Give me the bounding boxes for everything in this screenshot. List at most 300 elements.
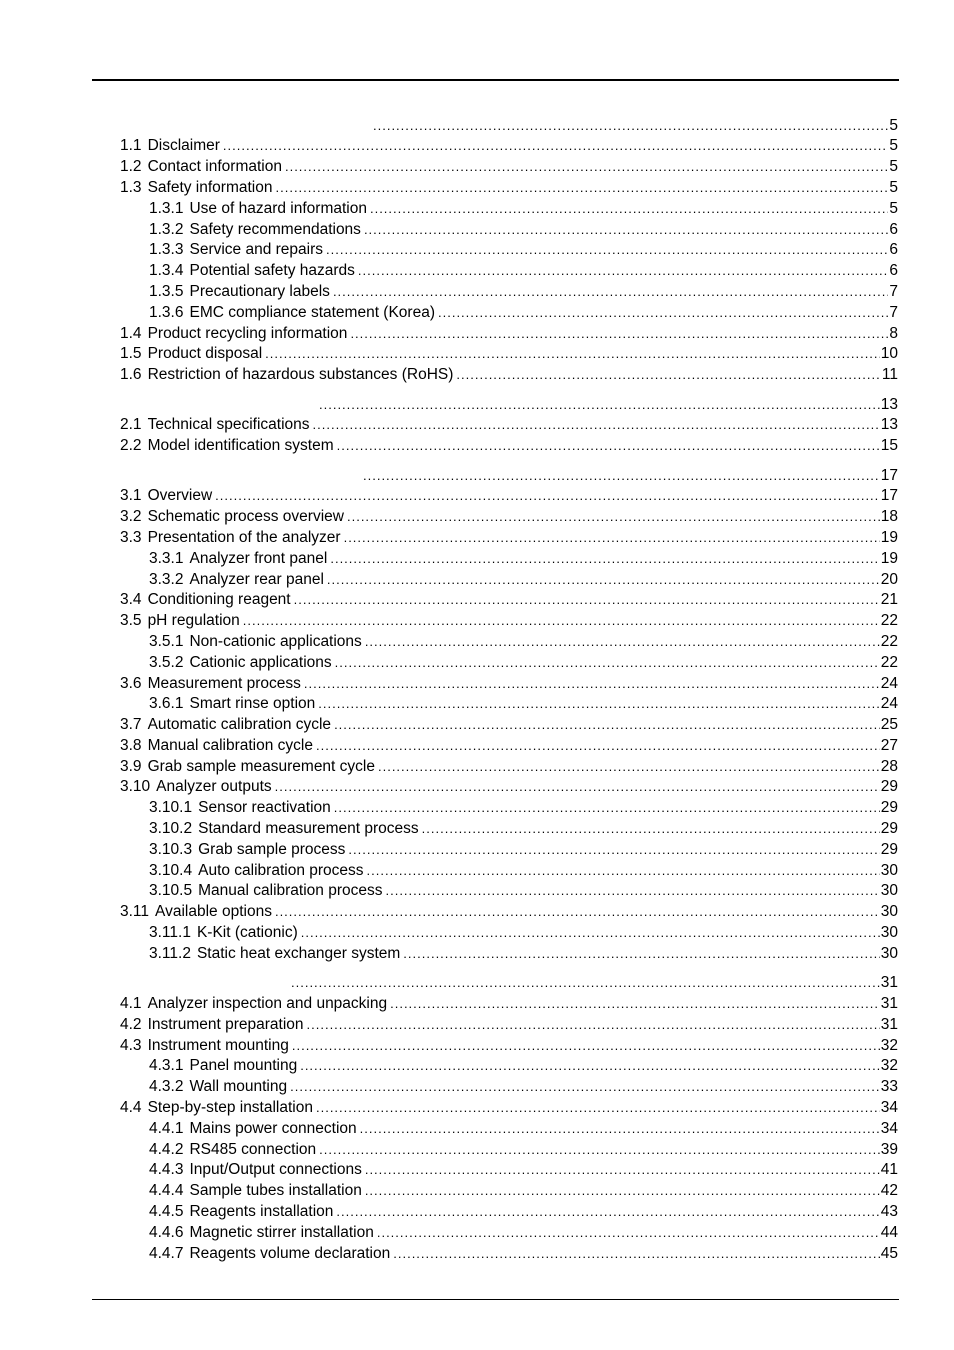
toc-entry[interactable] bbox=[0, 694, 954, 715]
toc-entry-title: Service and repairs bbox=[189, 241, 324, 259]
toc-entry-page: 7 bbox=[889, 282, 898, 300]
toc-entry-title: Panel mounting bbox=[189, 1057, 298, 1075]
toc-dot-leader bbox=[344, 528, 880, 549]
toc-entry-number: 1.3.3 bbox=[149, 241, 184, 259]
toc-dot-leader bbox=[316, 736, 880, 757]
toc-entry-number: 1.3.1 bbox=[149, 199, 184, 217]
toc-dot-leader bbox=[285, 157, 888, 178]
toc-entry-line bbox=[149, 1223, 898, 1244]
toc-dot-leader bbox=[275, 777, 880, 798]
toc-dot-leader bbox=[358, 261, 888, 282]
toc-dot-leader bbox=[291, 973, 880, 994]
toc-entry-title: Sensor reactivation bbox=[198, 799, 331, 817]
toc-dot-leader bbox=[292, 1036, 880, 1057]
toc-entry-number: 3.5 bbox=[120, 612, 142, 630]
toc-dot-leader bbox=[336, 1202, 879, 1223]
header-rule bbox=[92, 79, 899, 81]
toc-entry-title: Restriction of hazardous substances (RoHS) bbox=[147, 366, 454, 384]
toc-entry-number: 3.1 bbox=[120, 487, 142, 505]
toc-entry-line bbox=[149, 240, 898, 261]
toc-chapter-entry[interactable] bbox=[0, 457, 954, 486]
toc-entry-line bbox=[149, 220, 898, 241]
toc-entry-title: pH regulation bbox=[147, 612, 240, 630]
toc-entry[interactable] bbox=[0, 1181, 954, 1202]
toc-entry-line bbox=[149, 944, 898, 965]
toc-dot-leader bbox=[319, 1140, 880, 1161]
toc-entry-page: 13 bbox=[880, 416, 898, 434]
toc-entry-line bbox=[120, 415, 898, 436]
toc-entry-title: Wall mounting bbox=[189, 1078, 288, 1096]
toc-entry[interactable] bbox=[0, 1140, 954, 1161]
toc-entry-page: 31 bbox=[880, 974, 898, 992]
toc-entry-page: 43 bbox=[880, 1203, 898, 1221]
toc-entry-page: 30 bbox=[880, 882, 898, 900]
toc-entry-title: Smart rinse option bbox=[189, 695, 316, 713]
toc-dot-leader bbox=[316, 1098, 880, 1119]
toc-entry-line bbox=[149, 840, 898, 861]
toc-entry-number: 4.4.3 bbox=[149, 1161, 184, 1179]
toc-entry-line bbox=[149, 1119, 898, 1140]
toc-entry-number: 3.10.4 bbox=[149, 861, 193, 879]
toc-entry-page: 24 bbox=[880, 695, 898, 713]
toc-entry-number: 4.4.2 bbox=[149, 1140, 184, 1158]
table-of-contents bbox=[0, 107, 954, 1264]
toc-entry-number: 1.3.5 bbox=[149, 282, 184, 300]
toc-dot-leader bbox=[348, 840, 879, 861]
toc-entry[interactable] bbox=[0, 611, 954, 632]
toc-entry[interactable] bbox=[0, 674, 954, 695]
toc-entry-page: 30 bbox=[880, 861, 898, 879]
toc-entry-title: Analyzer inspection and unpacking bbox=[147, 995, 388, 1013]
toc-dot-leader bbox=[385, 881, 879, 902]
toc-entry-number: 4.4.7 bbox=[149, 1244, 184, 1262]
toc-entry-page: 7 bbox=[889, 303, 898, 321]
toc-entry[interactable] bbox=[0, 220, 954, 241]
toc-entry-line bbox=[149, 549, 898, 570]
toc-entry-number: 4.4.1 bbox=[149, 1119, 184, 1137]
toc-entry-page: 25 bbox=[880, 716, 898, 734]
toc-entry-page: 28 bbox=[880, 757, 898, 775]
toc-entry-line bbox=[120, 674, 898, 695]
toc-entry-title: Grab sample measurement cycle bbox=[147, 757, 375, 775]
toc-entry[interactable] bbox=[0, 549, 954, 570]
toc-entry-title: Overview bbox=[147, 487, 213, 505]
toc-entry[interactable] bbox=[0, 282, 954, 303]
toc-entry-page: 11 bbox=[881, 366, 898, 384]
toc-entry[interactable] bbox=[0, 507, 954, 528]
toc-entry-page: 39 bbox=[880, 1140, 898, 1158]
toc-entry-page: 21 bbox=[880, 591, 898, 609]
toc-entry-title: Contact information bbox=[147, 158, 282, 176]
toc-entry[interactable] bbox=[0, 344, 954, 365]
toc-entry-line bbox=[120, 611, 898, 632]
toc-dot-leader bbox=[327, 570, 880, 591]
toc-entry-number: 4.2 bbox=[120, 1015, 142, 1033]
toc-entry-line bbox=[149, 1077, 898, 1098]
toc-entry-line bbox=[149, 199, 898, 220]
toc-entry[interactable] bbox=[0, 1223, 954, 1244]
toc-entry-line bbox=[149, 282, 898, 303]
toc-entry-title: Potential safety hazards bbox=[189, 262, 355, 280]
toc-entry-number: 3.2 bbox=[120, 508, 142, 526]
toc-dot-leader bbox=[377, 1223, 880, 1244]
toc-entry[interactable] bbox=[0, 199, 954, 220]
toc-dot-leader bbox=[390, 994, 880, 1015]
toc-entry-title: RS485 connection bbox=[189, 1140, 317, 1158]
toc-dot-leader bbox=[422, 819, 880, 840]
toc-entry-title: Presentation of the analyzer bbox=[147, 528, 341, 546]
toc-entry-title: Analyzer rear panel bbox=[189, 570, 324, 588]
toc-entry-title: Precautionary labels bbox=[189, 282, 330, 300]
toc-dot-leader bbox=[294, 590, 880, 611]
toc-entry[interactable] bbox=[0, 178, 954, 199]
toc-entry-title: Product recycling information bbox=[147, 324, 348, 342]
toc-entry-number: 2.1 bbox=[120, 416, 142, 434]
toc-entry-line bbox=[120, 178, 898, 199]
toc-entry-number: 4.1 bbox=[120, 995, 142, 1013]
toc-entry[interactable] bbox=[0, 861, 954, 882]
toc-dot-leader bbox=[301, 923, 880, 944]
toc-entry-title: Manual calibration cycle bbox=[147, 736, 313, 754]
toc-entry[interactable] bbox=[0, 653, 954, 674]
toc-entry-number: 1.3.4 bbox=[149, 262, 184, 280]
toc-entry-page: 34 bbox=[880, 1119, 898, 1137]
toc-entry-title: Automatic calibration cycle bbox=[147, 716, 332, 734]
toc-entry-line bbox=[316, 395, 898, 416]
toc-entry-page: 17 bbox=[880, 487, 898, 505]
toc-entry-line bbox=[120, 715, 898, 736]
toc-entry[interactable] bbox=[0, 840, 954, 861]
toc-entry-title: Sample tubes installation bbox=[189, 1182, 362, 1200]
toc-entry-number: 3.11 bbox=[120, 903, 150, 921]
toc-entry-page: 34 bbox=[880, 1099, 898, 1117]
toc-entry[interactable] bbox=[0, 1056, 954, 1077]
toc-entry[interactable] bbox=[0, 736, 954, 757]
toc-dot-leader bbox=[265, 344, 880, 365]
toc-entry-page: 20 bbox=[880, 570, 898, 588]
toc-entry-line bbox=[120, 1015, 898, 1036]
toc-dot-leader bbox=[365, 1181, 880, 1202]
toc-entry[interactable] bbox=[0, 303, 954, 324]
toc-entry[interactable] bbox=[0, 415, 954, 436]
toc-entry[interactable] bbox=[0, 1098, 954, 1119]
toc-entry-number: 3.6.1 bbox=[149, 695, 184, 713]
toc-entry-page: 5 bbox=[889, 137, 898, 155]
toc-entry-page: 27 bbox=[880, 736, 898, 754]
toc-dot-leader bbox=[319, 395, 880, 416]
toc-entry-line bbox=[149, 819, 898, 840]
toc-entry-line bbox=[149, 881, 898, 902]
toc-dot-leader bbox=[337, 436, 880, 457]
toc-entry-page: 30 bbox=[880, 944, 898, 962]
toc-entry-number: 3.4 bbox=[120, 591, 142, 609]
toc-entry-line bbox=[149, 694, 898, 715]
toc-dot-leader bbox=[300, 1056, 880, 1077]
toc-entry-line bbox=[149, 1244, 898, 1265]
toc-entry[interactable] bbox=[0, 798, 954, 819]
toc-entry-number: 3.5.2 bbox=[149, 653, 184, 671]
toc-entry-page: 24 bbox=[880, 674, 898, 692]
toc-dot-leader bbox=[223, 136, 888, 157]
toc-dot-leader bbox=[307, 1015, 880, 1036]
toc-dot-leader bbox=[364, 220, 888, 241]
toc-entry-line bbox=[149, 798, 898, 819]
toc-chapter-entry[interactable] bbox=[0, 386, 954, 415]
toc-entry-number: 3.6 bbox=[120, 674, 142, 692]
toc-dot-leader bbox=[373, 116, 888, 137]
footer-rule bbox=[92, 1299, 899, 1300]
toc-entry-line bbox=[149, 1056, 898, 1077]
toc-entry-line bbox=[120, 136, 898, 157]
toc-dot-leader bbox=[318, 694, 879, 715]
toc-entry-line bbox=[120, 344, 898, 365]
toc-entry-title: Use of hazard information bbox=[189, 199, 367, 217]
toc-entry-page: 30 bbox=[880, 924, 898, 942]
toc-entry-title: Available options bbox=[155, 903, 272, 921]
toc-entry[interactable] bbox=[0, 881, 954, 902]
toc-dot-leader bbox=[276, 178, 889, 199]
toc-entry-number: 3.11.1 bbox=[149, 924, 191, 942]
toc-entry-line bbox=[120, 994, 898, 1015]
toc-entry-page: 22 bbox=[880, 653, 898, 671]
toc-entry-page: 41 bbox=[880, 1161, 898, 1179]
toc-entry-line bbox=[120, 324, 898, 345]
toc-entry-line bbox=[149, 653, 898, 674]
toc-entry-line bbox=[149, 1181, 898, 1202]
toc-entry-page: 22 bbox=[880, 632, 898, 650]
toc-entry-page: 29 bbox=[880, 820, 898, 838]
toc-entry-line bbox=[120, 902, 898, 923]
toc-entry-line bbox=[149, 1140, 898, 1161]
toc-entry-number: 3.5.1 bbox=[149, 632, 184, 650]
toc-entry-number: 3.3.2 bbox=[149, 570, 184, 588]
toc-entry-page: 8 bbox=[889, 324, 898, 342]
toc-entry-line bbox=[120, 486, 898, 507]
toc-entry-number: 4.3 bbox=[120, 1036, 142, 1054]
toc-entry-number: 3.9 bbox=[120, 757, 142, 775]
toc-entry-number: 3.8 bbox=[120, 736, 142, 754]
toc-entry[interactable] bbox=[0, 261, 954, 282]
toc-entry-number: 1.5 bbox=[120, 345, 142, 363]
toc-entry-number: 4.4 bbox=[120, 1099, 142, 1117]
toc-entry-page: 5 bbox=[889, 158, 898, 176]
toc-entry[interactable] bbox=[0, 570, 954, 591]
toc-chapter-entry[interactable] bbox=[0, 107, 954, 136]
toc-entry-number: 1.3.6 bbox=[149, 303, 184, 321]
toc-entry-number: 1.6 bbox=[120, 366, 142, 384]
toc-entry-line bbox=[120, 1036, 898, 1057]
toc-entry[interactable] bbox=[0, 1160, 954, 1181]
toc-entry-page: 30 bbox=[880, 903, 898, 921]
toc-entry[interactable] bbox=[0, 324, 954, 345]
toc-entry-number: 3.10.1 bbox=[149, 799, 193, 817]
toc-entry[interactable] bbox=[0, 632, 954, 653]
toc-entry[interactable] bbox=[0, 1015, 954, 1036]
toc-entry-number: 3.3.1 bbox=[149, 549, 184, 567]
toc-entry-title: Safety recommendations bbox=[189, 220, 361, 238]
toc-entry-line bbox=[149, 570, 898, 591]
toc-dot-leader bbox=[326, 240, 888, 261]
toc-entry[interactable] bbox=[0, 240, 954, 261]
toc-entry[interactable] bbox=[0, 1244, 954, 1265]
toc-dot-leader bbox=[304, 674, 880, 695]
toc-entry-title: Model identification system bbox=[147, 437, 334, 455]
toc-entry-line bbox=[120, 736, 898, 757]
toc-entry[interactable] bbox=[0, 994, 954, 1015]
toc-entry[interactable] bbox=[0, 157, 954, 178]
toc-entry[interactable] bbox=[0, 528, 954, 549]
toc-entry-number: 4.3.2 bbox=[149, 1078, 184, 1096]
toc-dot-leader bbox=[456, 365, 881, 386]
toc-entry-title: Grab sample process bbox=[198, 840, 346, 858]
toc-entry-page: 19 bbox=[880, 549, 898, 567]
toc-entry-line bbox=[120, 507, 898, 528]
toc-entry-page: 5 bbox=[889, 199, 898, 217]
toc-entry[interactable] bbox=[0, 1036, 954, 1057]
toc-dot-leader bbox=[313, 415, 880, 436]
toc-entry[interactable] bbox=[0, 1119, 954, 1140]
toc-entry-page: 29 bbox=[880, 799, 898, 817]
toc-entry-title: Product disposal bbox=[147, 345, 263, 363]
toc-entry-number: 2.2 bbox=[120, 437, 142, 455]
toc-entry-line bbox=[149, 1202, 898, 1223]
toc-entry-page: 6 bbox=[889, 220, 898, 238]
toc-entry-title: EMC compliance statement (Korea) bbox=[189, 303, 435, 321]
toc-dot-leader bbox=[334, 715, 880, 736]
toc-entry-number: 4.4.6 bbox=[149, 1223, 184, 1241]
toc-entry-number: 1.3 bbox=[120, 178, 142, 196]
toc-entry-title: Magnetic stirrer installation bbox=[189, 1223, 374, 1241]
toc-entry-page: 29 bbox=[880, 840, 898, 858]
toc-entry-number: 3.10.3 bbox=[149, 840, 193, 858]
toc-entry-page: 31 bbox=[880, 995, 898, 1013]
toc-entry-line bbox=[120, 528, 898, 549]
toc-entry-page: 42 bbox=[880, 1182, 898, 1200]
toc-dot-leader bbox=[370, 199, 888, 220]
toc-entry-page: 6 bbox=[889, 262, 898, 280]
toc-entry-line bbox=[149, 1160, 898, 1181]
toc-entry-page: 44 bbox=[880, 1223, 898, 1241]
toc-dot-leader bbox=[363, 466, 880, 487]
toc-entry-page: 31 bbox=[880, 1015, 898, 1033]
toc-entry[interactable] bbox=[0, 436, 954, 457]
toc-entry[interactable] bbox=[0, 902, 954, 923]
toc-entry[interactable] bbox=[0, 944, 954, 965]
toc-dot-leader bbox=[393, 1244, 880, 1265]
toc-entry-page: 6 bbox=[889, 241, 898, 259]
toc-entry-title: Instrument mounting bbox=[147, 1036, 289, 1054]
toc-dot-leader bbox=[215, 486, 880, 507]
toc-dot-leader bbox=[290, 1077, 880, 1098]
toc-entry-line bbox=[120, 590, 898, 611]
toc-entry-page: 18 bbox=[880, 508, 898, 526]
toc-entry-number: 4.3.1 bbox=[149, 1057, 184, 1075]
toc-dot-leader bbox=[350, 324, 888, 345]
toc-entry[interactable] bbox=[0, 923, 954, 944]
toc-entry-page: 5 bbox=[889, 116, 898, 134]
toc-entry[interactable] bbox=[0, 1077, 954, 1098]
toc-chapter-entry[interactable] bbox=[0, 965, 954, 994]
toc-entry-title: Reagents volume declaration bbox=[189, 1244, 391, 1262]
toc-entry-number: 1.4 bbox=[120, 324, 142, 342]
toc-dot-leader bbox=[347, 507, 880, 528]
toc-entry-line bbox=[120, 436, 898, 457]
toc-entry-title: Mains power connection bbox=[189, 1119, 357, 1137]
toc-dot-leader bbox=[438, 303, 888, 324]
toc-entry-number: 4.4.5 bbox=[149, 1203, 184, 1221]
toc-entry-line bbox=[288, 973, 898, 994]
toc-dot-leader bbox=[243, 611, 880, 632]
toc-entry-line bbox=[120, 757, 898, 778]
toc-entry-page: 15 bbox=[880, 437, 898, 455]
toc-entry[interactable] bbox=[0, 715, 954, 736]
toc-dot-leader bbox=[335, 653, 880, 674]
toc-entry-title: Safety information bbox=[147, 178, 273, 196]
toc-entry-line bbox=[149, 632, 898, 653]
toc-entry-title: Input/Output connections bbox=[189, 1161, 362, 1179]
toc-entry[interactable] bbox=[0, 136, 954, 157]
toc-entry-page: 32 bbox=[880, 1057, 898, 1075]
toc-entry-line bbox=[360, 466, 898, 487]
toc-dot-leader bbox=[365, 1160, 880, 1181]
toc-entry-title: Static heat exchanger system bbox=[196, 944, 401, 962]
toc-entry-number: 4.4.4 bbox=[149, 1182, 184, 1200]
toc-dot-leader bbox=[365, 632, 880, 653]
toc-entry-page: 32 bbox=[880, 1036, 898, 1054]
toc-dot-leader bbox=[367, 861, 880, 882]
toc-entry-page: 22 bbox=[880, 612, 898, 630]
toc-entry-page: 10 bbox=[880, 345, 898, 363]
toc-entry-line bbox=[149, 303, 898, 324]
toc-entry-number: 3.11.2 bbox=[149, 944, 191, 962]
toc-dot-leader bbox=[275, 902, 880, 923]
toc-entry-line bbox=[120, 777, 898, 798]
toc-dot-leader bbox=[333, 282, 888, 303]
toc-entry-page: 5 bbox=[889, 178, 898, 196]
toc-entry-page: 19 bbox=[880, 528, 898, 546]
toc-entry[interactable] bbox=[0, 365, 954, 386]
toc-entry-title: Analyzer front panel bbox=[189, 549, 328, 567]
toc-entry-title: Standard measurement process bbox=[198, 820, 419, 838]
toc-entry-line bbox=[120, 1098, 898, 1119]
toc-dot-leader bbox=[378, 757, 880, 778]
toc-entry-number: 1.3.2 bbox=[149, 220, 184, 238]
toc-dot-leader bbox=[360, 1119, 880, 1140]
toc-entry[interactable] bbox=[0, 819, 954, 840]
toc-entry-title: Non-cationic applications bbox=[189, 632, 362, 650]
toc-entry[interactable] bbox=[0, 757, 954, 778]
toc-entry[interactable] bbox=[0, 777, 954, 798]
toc-entry[interactable] bbox=[0, 1202, 954, 1223]
toc-entry-page: 45 bbox=[880, 1244, 898, 1262]
toc-entry-title: Disclaimer bbox=[147, 137, 220, 155]
toc-entry-page: 17 bbox=[880, 466, 898, 484]
toc-entry-title: Conditioning reagent bbox=[147, 591, 291, 609]
toc-entry[interactable] bbox=[0, 486, 954, 507]
toc-entry-line bbox=[149, 861, 898, 882]
toc-dot-leader bbox=[330, 549, 879, 570]
toc-entry-line bbox=[120, 157, 898, 178]
toc-dot-leader bbox=[334, 798, 880, 819]
toc-entry-number: 3.10.5 bbox=[149, 882, 193, 900]
toc-entry-number: 1.1 bbox=[120, 137, 142, 155]
toc-entry-number: 3.10 bbox=[120, 778, 151, 796]
toc-entry-number: 3.3 bbox=[120, 528, 142, 546]
toc-entry-title: Manual calibration process bbox=[198, 882, 383, 900]
toc-entry-title: Reagents installation bbox=[189, 1203, 334, 1221]
toc-entry-title: Cationic applications bbox=[189, 653, 332, 671]
toc-entry[interactable] bbox=[0, 590, 954, 611]
